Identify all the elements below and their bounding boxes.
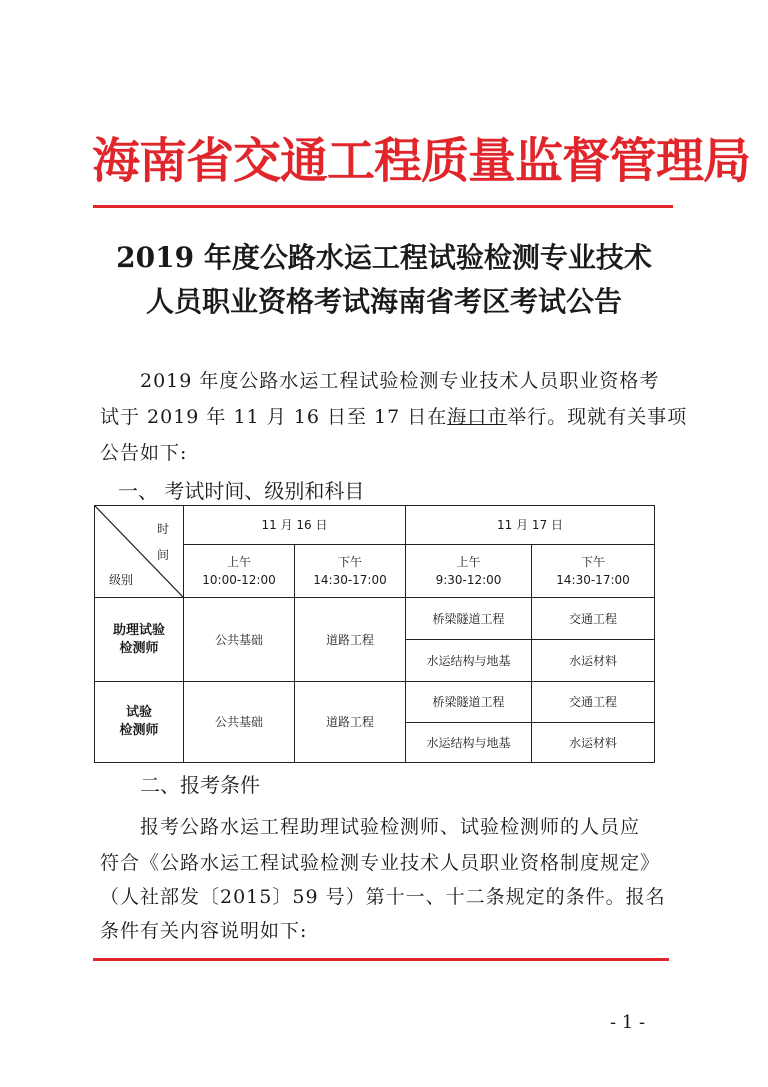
period-time: 14:30-17:00 [556,573,630,587]
page-number: - 1 - [610,1012,646,1033]
subject-cell: 公共基础 [184,682,295,763]
period-header [532,545,655,598]
subject-cell: 桥梁隧道工程 [406,598,532,640]
subject-cell: 交通工程 [532,598,655,640]
section-2-line-2: 符合《公路水运工程试验检测专业技术人员职业资格制度规定》 [100,852,661,874]
level-name-line-1: 助理试验 [112,622,165,638]
table-corner-cell [95,506,184,598]
subject-cell: 公共基础 [184,598,295,682]
level-name-line-1: 试验 [125,705,152,720]
letterhead-red-rule [93,205,673,208]
day-header-nov17: 11 月 17 日 [406,506,655,545]
subject-cell: 水运结构与地基 [406,723,532,763]
period-header [406,545,532,598]
exam-location: 海口市 [447,406,508,428]
period-time: 10:00-12:00 [202,573,276,587]
period-label: 下午 [581,555,606,569]
section-1-heading: 一、 考试时间、级别和科目 [118,479,365,503]
corner-time-label-1: 时 [156,522,169,536]
subject-cell: 道路工程 [295,682,406,763]
subject-cell: 水运材料 [532,723,655,763]
intro-line-2-post: 举行。现就有关事项 [507,406,688,428]
section-2-line-3: （人社部发〔2015〕59 号）第十一、十二条规定的条件。报名 [100,886,666,908]
exam-schedule-table [94,505,655,763]
period-label: 下午 [338,555,363,569]
subject-cell: 水运结构与地基 [406,640,532,682]
period-header [184,545,295,598]
section-2-heading: 二、报考条件 [140,773,260,797]
level-cell-engineer [95,682,184,763]
period-header [295,545,406,598]
period-time: 14:30-17:00 [313,573,387,587]
corner-time-label-2: 间 [156,548,169,562]
level-name-line-2: 检测师 [119,723,159,738]
period-time: 9:30-12:00 [435,573,502,587]
intro-line-1: 2019 年度公路水运工程试验检测专业技术人员职业资格考 [140,370,660,392]
corner-level-label: 级别 [109,573,134,587]
subject-cell: 桥梁隧道工程 [406,682,532,723]
document-title-line-2: 人员职业资格考试海南省考区考试公告 [145,285,622,318]
level-name-line-2: 检测师 [119,640,159,656]
subject-cell: 道路工程 [295,598,406,682]
intro-line-2 [100,400,688,434]
level-cell-assistant [95,598,184,682]
period-label: 上午 [226,555,251,569]
intro-line-2-pre: 试于 2019 年 11 月 16 日至 17 日在 [100,406,448,428]
document-title-line-1: 2019 年度公路水运工程试验检测专业技术 [116,241,652,274]
footer-red-rule [93,958,669,961]
subject-cell: 水运材料 [532,640,655,682]
day-header-nov16: 11 月 16 日 [184,506,406,545]
section-2-line-4: 条件有关内容说明如下: [100,920,308,942]
letterhead-title: 海南省交通工程质量监督管理局 [92,133,751,189]
section-2-line-1: 报考公路水运工程助理试验检测师、试验检测师的人员应 [140,816,641,838]
subject-cell: 交通工程 [532,682,655,723]
intro-line-3: 公告如下: [100,442,188,464]
period-label: 上午 [456,555,481,569]
